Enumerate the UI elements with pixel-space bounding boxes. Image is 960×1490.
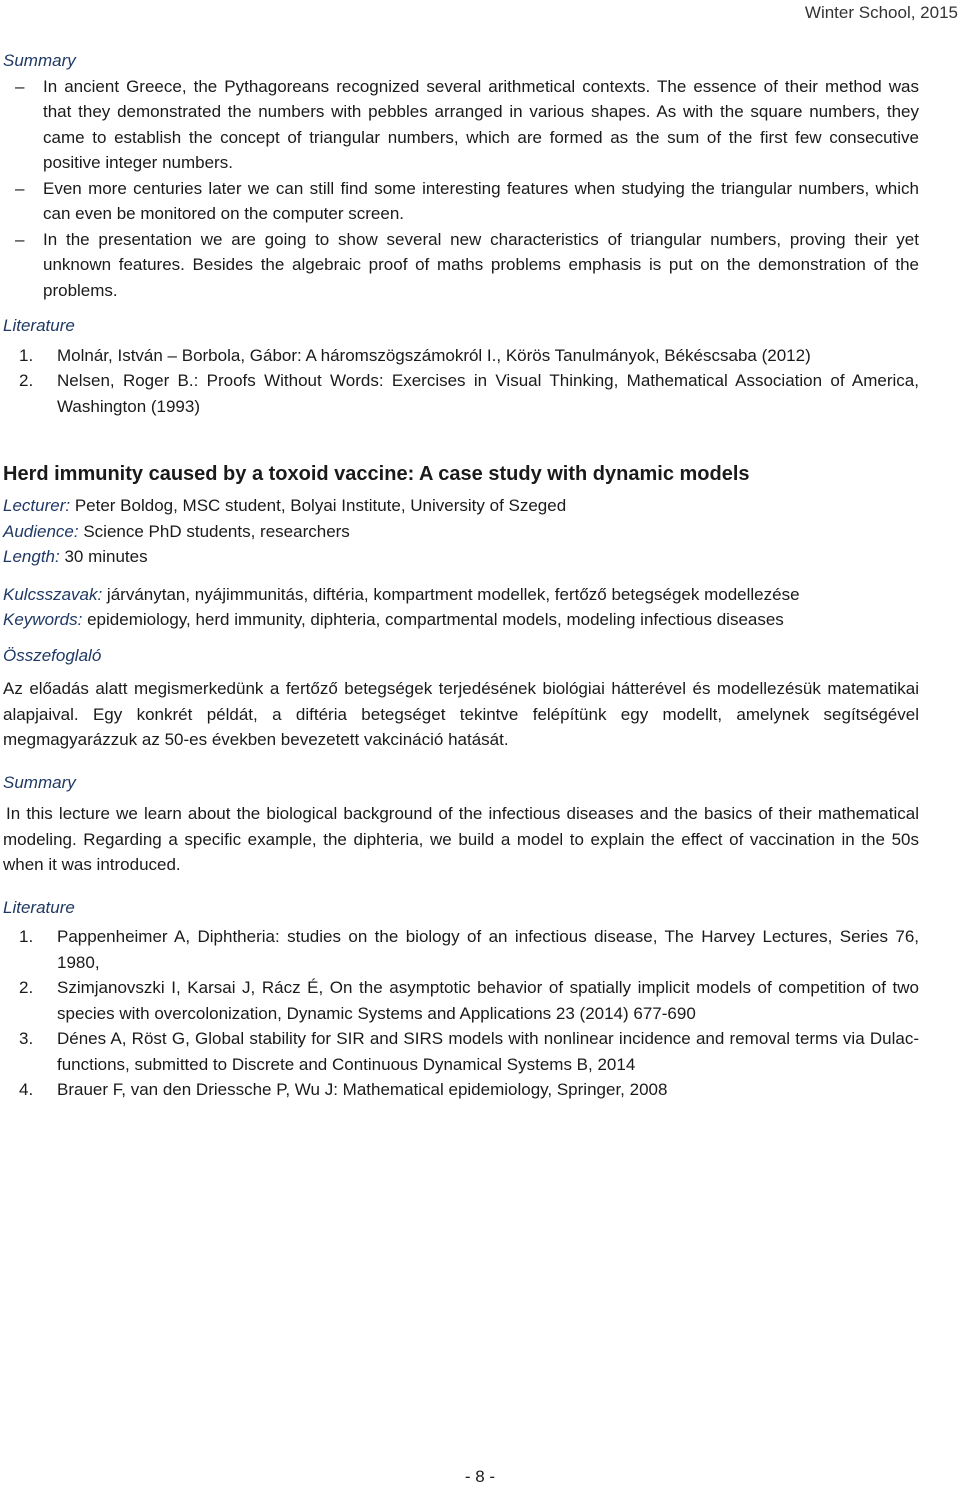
literature-number: 4.: [19, 1080, 34, 1099]
literature-text: Brauer F, van den Driessche P, Wu J: Mathematical epidemiology, Springer, 2008: [57, 1080, 668, 1099]
audience-label: Audience:: [3, 521, 79, 541]
kulcsszavak-line: [3, 582, 919, 608]
kulcsszavak-label: Kulcsszavak:: [3, 584, 103, 604]
kulcsszavak-value: járványtan, nyájimmunitás, diftéria, kompartment modellek, fertőző betegségek modellezése: [102, 584, 800, 604]
summary-item: – In ancient Greece, the Pythagoreans recognized several arithmetical contexts. The essence of their method was that they demonstrated the numbers with pebbles arranged in various shapes. As with the square numbers, they came to establish the concept of triangular numbers, which are formed as the sum of the first few consecutive positive integer numbers.: [3, 74, 919, 176]
keywords-label: Keywords:: [3, 610, 83, 629]
lecture-title: Herd immunity caused by a toxoid vaccine: A case study with dynamic models: [3, 463, 750, 485]
length-value: 30 minutes: [59, 547, 148, 566]
summary-heading: Summary: [3, 772, 76, 792]
keywords-value: epidemiology, herd immunity, diphteria, compartmental models, modeling infectious diseases: [82, 610, 784, 629]
osszefoglalo-text: Az előadás alatt megismerkedünk a fertőző betegségek terjedésének biológiai hátterével és modellezésük matematikai alapjaival. Egy konkrét példát, a diftéria betegséget tekintve felépítünk egy modellt, amelynek segítségével megmagyarázzuk az 50-es években bevezetett vakcináció hatását.: [3, 679, 919, 749]
literature-text: Szimjanovszki I, Karsai J, Rácz É, On the asymptotic behavior of spatially implicit models of competition of two species with overcolonization, Dynamic Systems and Applications 23 (2014) 677-690: [57, 978, 919, 1023]
audience-value: Science PhD students, researchers: [78, 521, 350, 541]
osszefoglalo-heading: Összefoglaló: [3, 645, 102, 665]
literature-list: [3, 924, 919, 1103]
literature-text: Nelsen, Roger B.: Proofs Without Words: Exercises in Visual Thinking, Mathematical Association of America, Washington (1993): [57, 371, 919, 416]
literature-item: [3, 975, 919, 1026]
literature-number: 1.: [19, 345, 34, 365]
literature-text: Dénes A, Röst G, Global stability for SIR and SIRS models with nonlinear incidence and removal terms via Dulac-functions, submitted to Discrete and Continuous Dynamical Systems B, 2014: [57, 1029, 919, 1074]
summary-heading: Summary: [3, 51, 76, 70]
literature-text: Molnár, István – Borbola, Gábor: A háromszögszámokról I., Körös Tanulmányok, Békéscsaba (2012): [57, 345, 811, 365]
length-label: Length:: [3, 547, 60, 566]
summary-text: In this lecture we learn about the biological background of the infectious diseases and the basics of their mathematical modeling. Regarding a specific example, the diphteria, we build a model to explain the effect of vaccination in the 50s when it was introduced.: [3, 804, 919, 874]
summary-item: – Even more centuries later we can still find some interesting features when studying the triangular numbers, which can even be monitored on the computer screen.: [3, 176, 919, 227]
lecturer-value: Peter Boldog, MSC student, Bolyai Institute, University of Szeged: [70, 496, 567, 515]
literature-heading: Literature: [3, 897, 75, 917]
page-content: [3, 48, 919, 1103]
lecturer-label: Lecturer:: [3, 496, 71, 515]
literature-item: [3, 1077, 919, 1103]
literature-item: [3, 924, 919, 975]
length-line: [3, 544, 919, 570]
literature-list: [3, 343, 919, 420]
literature-heading: Literature: [3, 316, 75, 335]
lecturer-line: [3, 493, 919, 519]
literature-number: 3.: [19, 1029, 34, 1048]
running-header: Winter School, 2015: [804, 3, 958, 22]
literature-item: [3, 368, 919, 419]
literature-text: Pappenheimer A, Diphtheria: studies on the biology of an infectious disease, The Harvey Lectures, Series 76, 1980,: [57, 927, 919, 972]
literature-number: 2.: [19, 978, 34, 997]
literature-number: 2.: [19, 371, 34, 390]
literature-number: 1.: [19, 927, 34, 946]
literature-item: [3, 343, 919, 369]
keywords-line: [3, 607, 919, 633]
literature-item: [3, 1026, 919, 1077]
summary-item: – In the presentation we are going to show several new characteristics of triangular numbers, proving their yet unknown features. Besides the algebraic proof of maths problems emphasis is put on the demonstration of the problems.: [3, 227, 919, 304]
audience-line: [3, 519, 919, 545]
page-number: - 8 -: [464, 1467, 496, 1486]
summary-list: [3, 74, 919, 304]
